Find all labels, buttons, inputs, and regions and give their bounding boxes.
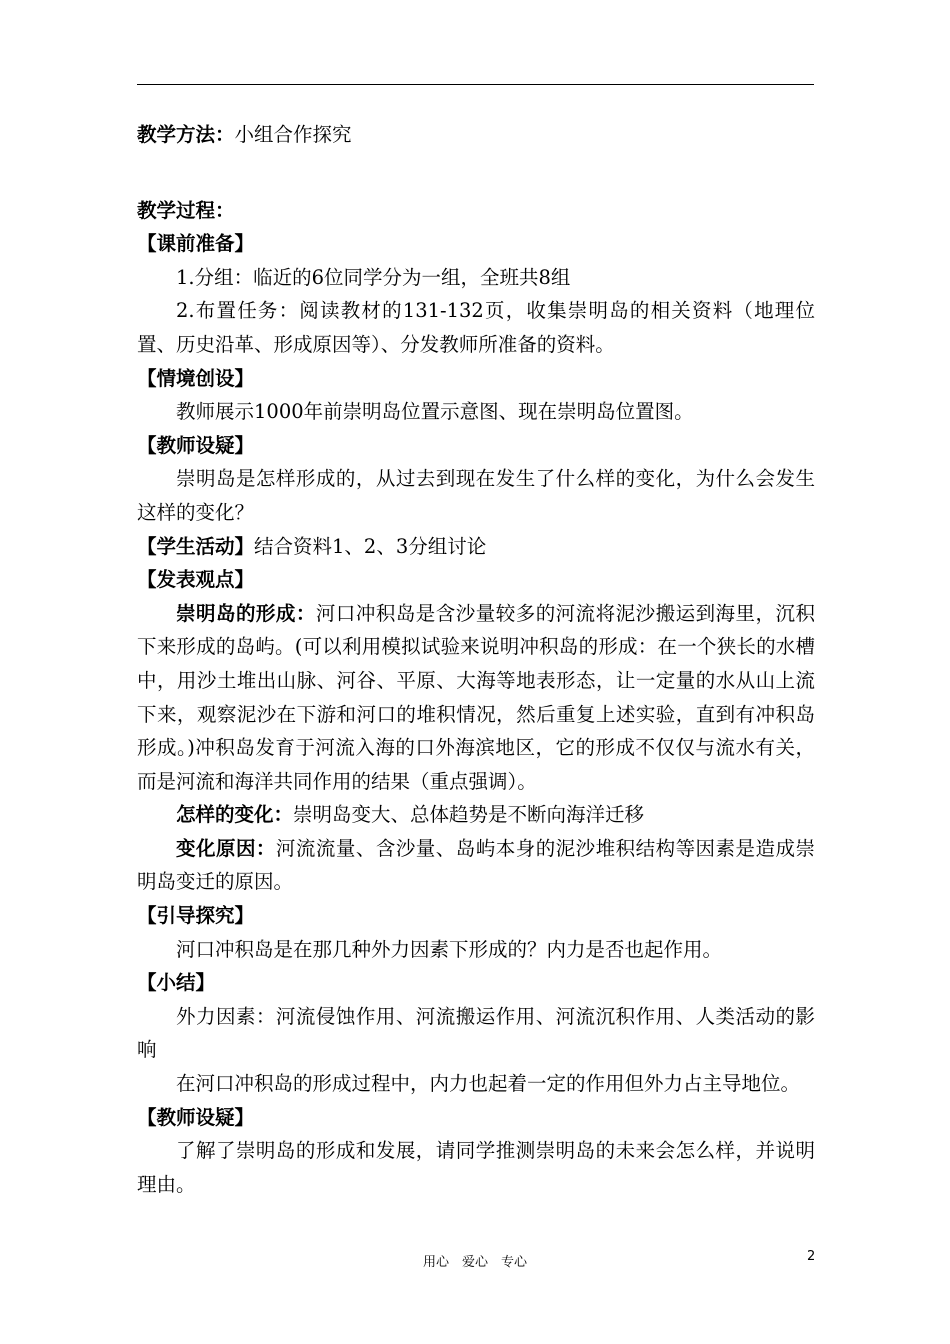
section-heading-summary: 【小结】 (137, 971, 216, 995)
formation-paragraph (137, 597, 815, 799)
prep-paragraph-1: 1.分组：临近的6位同学分为一组，全班共8组 (176, 265, 571, 289)
summary-paragraph-1: 外力因素：河流侵蚀作用、河流搬运作用、河流沉积作用、人类活动的影响 (137, 1004, 815, 1062)
activity-text: 结合资料1、2、3分组讨论 (254, 534, 487, 558)
question-1-paragraph: 崇明岛是怎样形成的，从过去到现在发生了什么样的变化，为什么会发生这样的变化？ (137, 467, 815, 524)
teaching-method-text: 小组合作探究 (234, 123, 352, 146)
formation-text: 河口冲积岛是含沙量较多的河流将泥沙搬运到海里，沉积下来形成的岛屿。(可以利用模拟试验来说明冲积岛的形成：在一个狭长的水槽中，用沙土堆出山脉、河谷、平原、大海等地表形态，让一定量的水从山上流下来，观察泥沙在下游和河口的堆积情况，然后重复上述实验，直到有冲积岛形成。)冲积岛发育于河流入海的口外海滨地区，它的形成不仅仅与流水有关，而是河流和海洋共同作用的结果（重点强调）。 (137, 601, 815, 793)
teaching-process-title: 教学过程： (137, 198, 235, 222)
section-heading-guide: 【引导探究】 (137, 904, 255, 928)
question-2-paragraph: 了解了崇明岛的形成和发展，请同学推测崇明岛的未来会怎么样，并说明理由。 (137, 1139, 815, 1196)
scenario-paragraph: 教师展示1000年前崇明岛位置示意图、现在崇明岛位置图。 (176, 400, 694, 424)
prep-paragraph-2: 2.布置任务：阅读教材的131-132页，收集崇明岛的相关资料（地理位置、历史沿革、形成原因等）、分发教师所准备的资料。 (137, 299, 815, 356)
change-paragraph (137, 798, 815, 832)
cause-text: 河流流量、含沙量、岛屿本身的泥沙堆积结构等因素是造成崇明岛变迁的原因。 (137, 836, 815, 894)
guide-paragraph: 河口冲积岛是在那几种外力因素下形成的？内力是否也起作用。 (176, 937, 723, 961)
cause-label: 变化原因： (176, 836, 276, 860)
activity-line (137, 530, 815, 564)
change-text: 崇明岛变大、总体趋势是不断向海洋迁移 (293, 803, 645, 827)
header-rule (137, 84, 814, 85)
section-heading-views: 【发表观点】 (137, 568, 255, 592)
teaching-method-line (137, 118, 815, 152)
section-heading-scenario: 【情境创设】 (137, 366, 255, 390)
section-heading-prep: 【课前准备】 (137, 232, 255, 256)
teaching-method-label: 教学方法： (137, 123, 235, 146)
page-footer-text: 用心 爱心 专心 (422, 1255, 527, 1270)
cause-paragraph (137, 832, 815, 899)
section-heading-activity: 【学生活动】 (137, 534, 255, 558)
page-number: 2 (807, 1249, 816, 1264)
change-label: 怎样的变化： (176, 803, 294, 827)
section-heading-question-1: 【教师设疑】 (137, 433, 255, 457)
formation-label: 崇明岛的形成： (176, 601, 316, 625)
document-body (137, 118, 815, 1201)
summary-paragraph-2: 在河口冲积岛的形成过程中，内力也起着一定的作用但外力占主导地位。 (176, 1072, 801, 1096)
section-heading-question-2: 【教师设疑】 (137, 1105, 255, 1129)
